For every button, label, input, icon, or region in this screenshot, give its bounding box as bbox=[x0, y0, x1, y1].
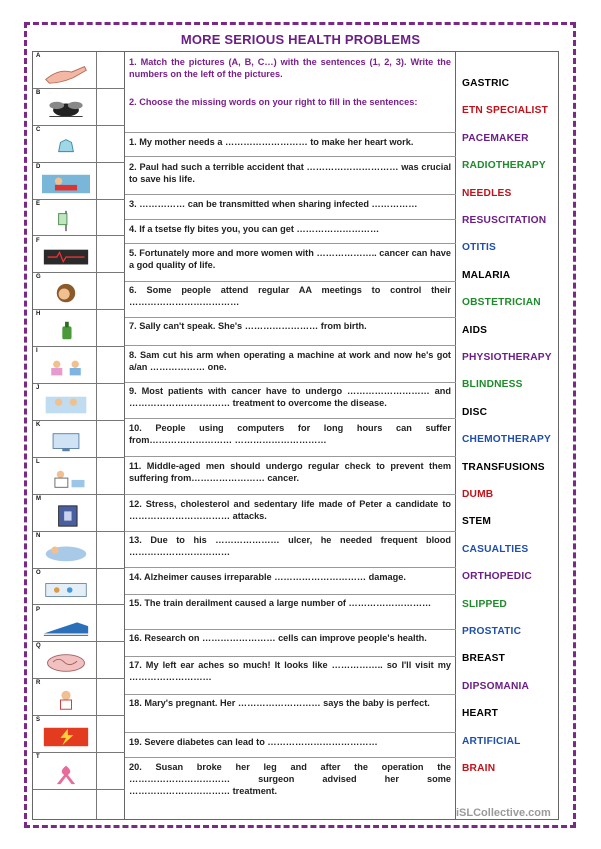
picture-letter: J bbox=[36, 385, 40, 392]
picture-letter: R bbox=[36, 680, 41, 687]
shirt-icon bbox=[38, 135, 94, 159]
answer-box[interactable] bbox=[96, 237, 125, 273]
word-bank-item: BREAST bbox=[462, 653, 506, 665]
picture-row bbox=[33, 273, 125, 310]
answer-box[interactable] bbox=[96, 126, 125, 162]
sentences-column bbox=[125, 52, 456, 819]
picture-row bbox=[33, 310, 125, 347]
picture-row bbox=[33, 200, 125, 237]
sentence-divider bbox=[125, 594, 456, 595]
worksheet-table bbox=[32, 51, 559, 820]
word-bank-item: GASTRIC bbox=[462, 78, 510, 89]
answer-box[interactable] bbox=[96, 421, 125, 457]
sentence-divider bbox=[125, 494, 456, 495]
answer-box[interactable] bbox=[96, 89, 125, 125]
computer-icon bbox=[38, 430, 94, 454]
answer-box[interactable] bbox=[96, 273, 125, 309]
doctors-icon bbox=[38, 393, 94, 417]
word-bank-item: STEM bbox=[462, 516, 492, 528]
picture-letter: T bbox=[36, 754, 40, 761]
pills-icon bbox=[38, 578, 94, 602]
answer-box[interactable] bbox=[96, 458, 125, 494]
word-bank bbox=[456, 52, 560, 819]
picture-row bbox=[33, 52, 125, 89]
word-bank-item: PHYSIOTHERAPY bbox=[462, 352, 552, 363]
answer-box[interactable] bbox=[96, 495, 125, 531]
picture-row bbox=[33, 679, 125, 716]
sentence-5: 5. Fortunately more and more women with ……………….. cancer can have a god quality of life. bbox=[129, 248, 451, 270]
sentence-13: 13. Due to his ………………… ulcer, he needed frequent blood …………………………… bbox=[129, 535, 451, 557]
sentence-9: 9. Most patients with cancer have to undergo ……………………… and …………………………… treatment to overcome the disease. bbox=[129, 386, 451, 408]
sentence-divider bbox=[125, 243, 456, 244]
picture-row bbox=[33, 384, 125, 421]
picture-row bbox=[33, 458, 125, 495]
picture-row bbox=[33, 237, 125, 274]
picture-row bbox=[33, 126, 125, 163]
picture-row bbox=[33, 716, 125, 753]
picture-row bbox=[33, 606, 125, 643]
picture-letter: D bbox=[36, 163, 41, 170]
sentence-divider bbox=[125, 281, 456, 282]
sentence-divider bbox=[125, 345, 456, 346]
sentence-divider bbox=[125, 456, 456, 457]
sentence-divider bbox=[125, 757, 456, 758]
word-bank-item: OBSTETRICIAN bbox=[462, 297, 541, 309]
sentence-divider bbox=[125, 317, 456, 318]
picture-letter: G bbox=[36, 274, 41, 281]
instruction-1: 1. Match the pictures (A, B, C…) with the sentences (1, 2, 3). Write the numbers on the left of the pictures. bbox=[129, 57, 451, 79]
heart-monitor-icon bbox=[38, 246, 94, 270]
answer-box[interactable] bbox=[96, 310, 125, 346]
picture-row bbox=[33, 421, 125, 458]
word-bank-item: ORTHOPEDIC bbox=[462, 571, 532, 583]
sentence-divider bbox=[125, 194, 456, 195]
word-bank-item: PACEMAKER bbox=[462, 132, 529, 144]
picture-letter: B bbox=[36, 89, 41, 96]
word-bank-item: AIDS bbox=[462, 324, 488, 336]
answer-box[interactable] bbox=[96, 753, 125, 789]
picture-letter: P bbox=[36, 606, 41, 613]
word-bank-item: HEART bbox=[462, 708, 499, 720]
sentence-10: 10. People using computers for long hours can suffer from……………………… ………………………… bbox=[129, 423, 451, 445]
sentence-divider bbox=[125, 531, 456, 532]
answer-box[interactable] bbox=[96, 163, 125, 199]
lightning-icon bbox=[38, 725, 94, 749]
train-icon bbox=[38, 615, 94, 639]
picture-letter: C bbox=[36, 126, 41, 133]
bottle-icon bbox=[38, 319, 94, 343]
answer-box[interactable] bbox=[96, 200, 125, 236]
word-bank-item: DIPSOMANIA bbox=[462, 680, 530, 692]
picture-row bbox=[33, 569, 125, 606]
word-bank-item: OTITIS bbox=[462, 242, 497, 254]
picture-letter: S bbox=[36, 717, 41, 724]
sentence-divider bbox=[125, 567, 456, 568]
word-bank-item: NEEDLES bbox=[462, 187, 512, 199]
sentence-15: 15. The train derailment caused a large number of ……………………… bbox=[129, 598, 432, 608]
word-bank-item: CHEMOTHERAPY bbox=[462, 434, 551, 446]
child-icon bbox=[38, 172, 94, 196]
iv-drip-icon bbox=[38, 209, 94, 233]
sentence-6: 6. Some people attend regular AA meetings to control their ……………………………… bbox=[129, 285, 451, 307]
sentence-16: 16. Research on …………………… cells can improve people's health. bbox=[129, 633, 427, 643]
sentence-14: 14. Alzheimer causes irreparable ………………………… damage. bbox=[129, 572, 406, 582]
page-title: MORE SERIOUS HEALTH PROBLEMS bbox=[180, 32, 421, 47]
picture-row bbox=[33, 532, 125, 569]
word-bank-item: DUMB bbox=[462, 489, 494, 500]
exam-icon bbox=[38, 467, 94, 491]
ribbon-icon bbox=[38, 762, 94, 786]
word-bank-item: RADIOTHERAPY bbox=[462, 160, 546, 172]
sentence-divider bbox=[125, 156, 456, 157]
sentence-19: 19. Severe diabetes can lead to ……………………………… bbox=[129, 737, 378, 747]
picture-letter: H bbox=[36, 311, 41, 318]
answer-box[interactable] bbox=[96, 384, 125, 420]
instruction-2: 2. Choose the missing words on your right to fill in the sentences: bbox=[129, 97, 418, 107]
word-bank-item: BRAIN bbox=[462, 763, 496, 774]
sentence-20: 20. Susan broke her leg and after the operation the …………………………… surgeon advised her some …………………………… treatment. bbox=[129, 762, 451, 796]
answer-box[interactable] bbox=[96, 716, 125, 752]
sentence-11: 11. Middle-aged men should undergo regular check to prevent them suffering from…………………… cancer. bbox=[129, 461, 451, 483]
fly-icon bbox=[38, 98, 94, 122]
sentence-divider bbox=[125, 656, 456, 657]
woman-face-icon bbox=[38, 282, 94, 306]
word-bank-item: BLINDNESS bbox=[462, 379, 523, 391]
sentence-divider bbox=[125, 418, 456, 419]
picture-letter: I bbox=[36, 348, 38, 355]
sentence-1: 1. My mother needs a ……………………… to make her heart work. bbox=[129, 137, 414, 147]
surgery-icon bbox=[38, 541, 94, 565]
sentence-8: 8. Sam cut his arm when operating a machine at work and now he's got a/an ……………… one. bbox=[129, 350, 451, 372]
sentence-divider bbox=[125, 219, 456, 220]
xray-icon bbox=[38, 504, 94, 528]
picture-letter: N bbox=[36, 532, 41, 539]
picture-row bbox=[33, 495, 125, 532]
sentence-divider bbox=[125, 694, 456, 695]
answer-box[interactable] bbox=[96, 347, 125, 383]
patients-icon bbox=[38, 356, 94, 380]
picture-letter: K bbox=[36, 422, 41, 428]
picture-letter: E bbox=[36, 200, 41, 207]
sentence-divider bbox=[125, 382, 456, 383]
pictures-column bbox=[33, 52, 125, 819]
answer-box[interactable] bbox=[96, 52, 125, 88]
word-bank-item: RESUSCITATION bbox=[462, 215, 547, 226]
sentence-3: 3. …………… can be transmitted when sharing infected …………… bbox=[129, 199, 418, 209]
sentence-2: 2. Paul had such a terrible accident that ………………………… was crucial to save his life. bbox=[129, 162, 451, 184]
answer-box[interactable] bbox=[96, 642, 125, 678]
answer-box[interactable] bbox=[96, 569, 125, 605]
footer-watermark: iSLCollective.com bbox=[456, 807, 551, 819]
picture-row bbox=[33, 347, 125, 384]
sentence-4: 4. If a tsetse fly bites you, you can get ……………………… bbox=[129, 224, 380, 234]
sentence-divider bbox=[125, 132, 456, 133]
word-bank-item: SLIPPED bbox=[462, 598, 507, 610]
picture-letter: O bbox=[36, 569, 41, 576]
picture-row bbox=[33, 89, 125, 126]
word-bank-item: TRANSFUSIONS bbox=[462, 461, 545, 473]
picture-letter: M bbox=[36, 495, 41, 502]
sentence-12: 12. Stress, cholesterol and sedentary life made of Peter a candidate to …………………………… attacks. bbox=[129, 499, 451, 521]
word-bank-item: MALARIA bbox=[462, 269, 511, 281]
picture-letter: L bbox=[36, 458, 40, 465]
arm-icon bbox=[38, 61, 94, 85]
sentence-7: 7. Sally can't speak. She's …………………… from birth. bbox=[129, 321, 367, 331]
nurse-icon bbox=[38, 688, 94, 712]
answer-box[interactable] bbox=[96, 532, 125, 568]
word-bank-item: DISC bbox=[462, 406, 488, 418]
answer-box[interactable] bbox=[96, 679, 125, 715]
picture-row bbox=[33, 753, 125, 790]
word-bank-item: PROSTATIC bbox=[462, 626, 522, 637]
sentence-18: 18. Mary's pregnant. Her ……………………… says the baby is perfect. bbox=[129, 698, 430, 708]
picture-letter: Q bbox=[36, 643, 41, 650]
picture-letter: A bbox=[36, 53, 41, 59]
answer-box[interactable] bbox=[96, 606, 125, 642]
word-bank-item: ETN SPECIALIST bbox=[462, 105, 549, 117]
brain-icon bbox=[38, 651, 94, 675]
word-bank-item: ARTIFICIAL bbox=[462, 735, 521, 747]
picture-row bbox=[33, 642, 125, 679]
picture-letter: F bbox=[36, 237, 40, 244]
sentence-17: 17. My left ear aches so much! It looks like …………….. so I'll visit my ……………………… bbox=[129, 660, 451, 682]
picture-row bbox=[33, 163, 125, 200]
sentence-divider bbox=[125, 732, 456, 733]
word-bank-item: CASUALTIES bbox=[462, 543, 529, 555]
sentence-divider bbox=[125, 629, 456, 630]
